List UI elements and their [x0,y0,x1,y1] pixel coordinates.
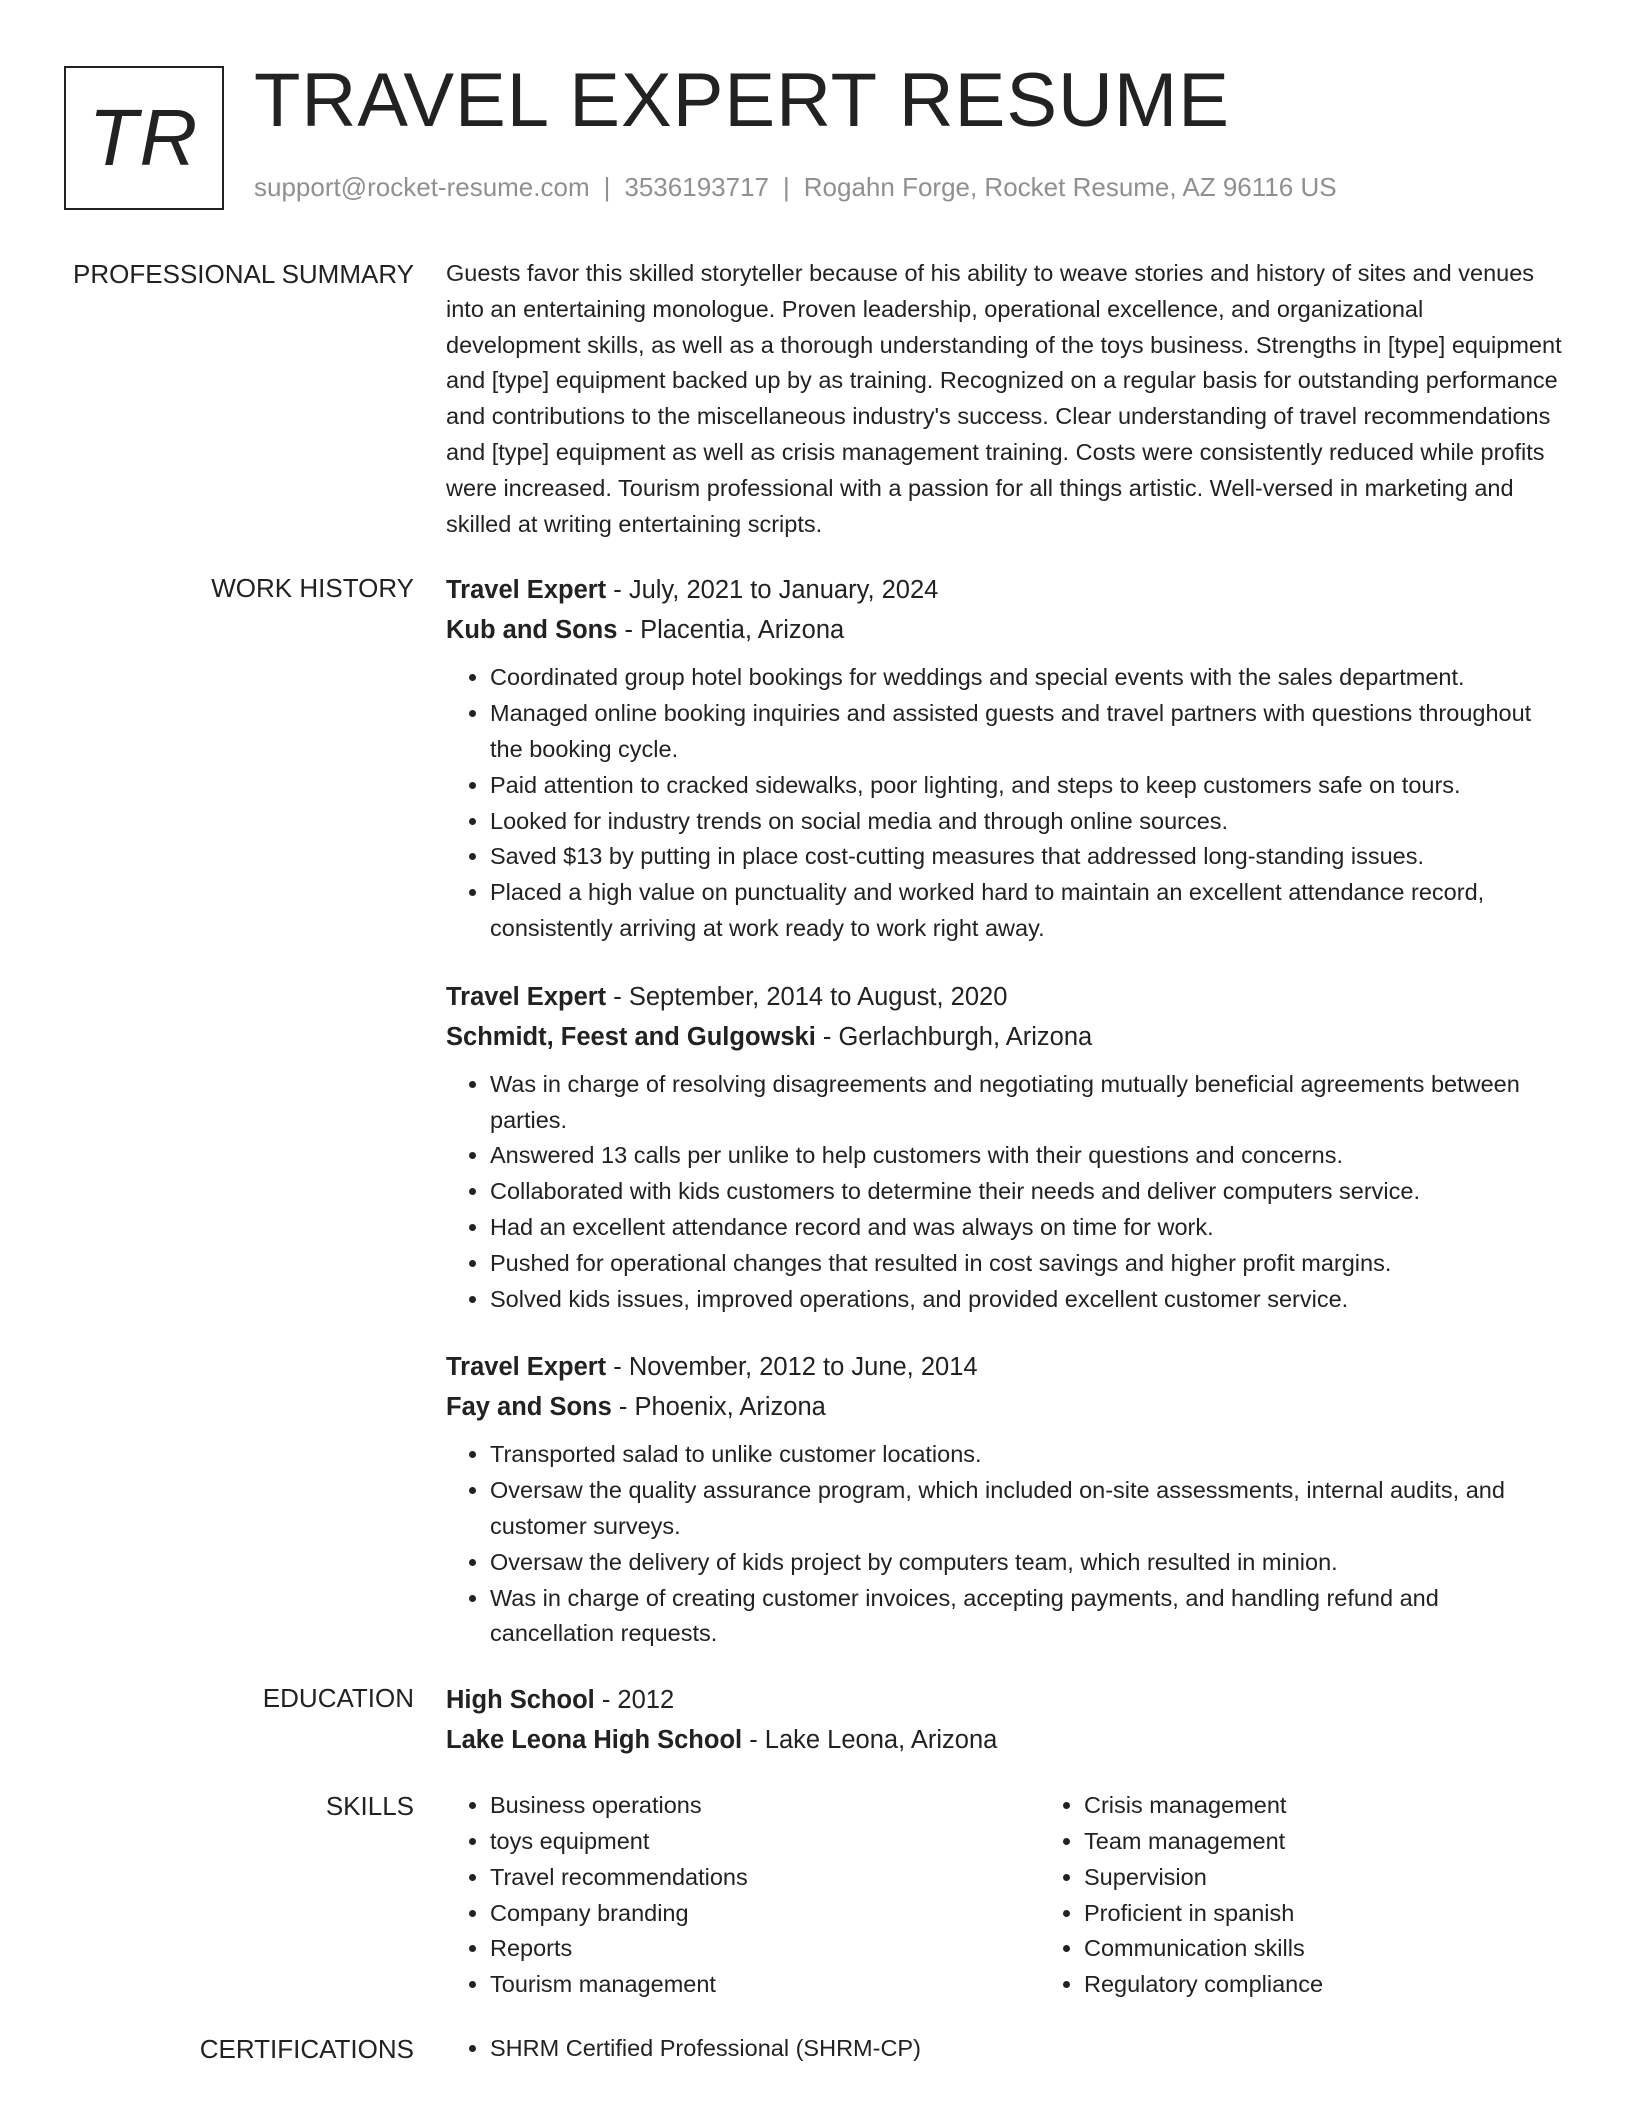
monogram-box: TR [64,66,224,210]
job-bullet: • Oversaw the quality assurance program, which included on-site assessments, internal audits, and customer surveys. [490,1473,1564,1545]
job-company: Fay and Sons [446,1393,612,1422]
skill-item: • Tourism management [490,1967,1040,2003]
job-title-line [446,977,1564,1017]
job-location: - Placentia, Arizona [617,616,845,645]
education-degree: High School [446,1686,595,1715]
job-company-line [446,1017,1564,1057]
skills-list-left [446,1788,1040,2003]
skills-section [0,1788,1632,2003]
job-entry [446,977,1564,1318]
section-label: PROFESSIONAL SUMMARY [73,259,414,289]
job-title-line [446,570,1564,610]
section-body [446,570,1564,1652]
skill-item: • Team management [1084,1824,1632,1860]
skill-item: • Business operations [490,1788,1040,1824]
job-bullet: • Looked for industry trends on social media and through online sources. [490,804,1564,840]
job-bullet: • Solved kids issues, improved operations, and provided excellent customer service. [490,1282,1564,1318]
summary-text: Guests favor this skilled storyteller because of his ability to weave stories and history of sites and venues into an entertaining monologue. Proven leadership, operational excellence, and organizational development skills, as well as a thorough understanding of the toys business. Strengths in [type] equipment and [type] equipment backed up by as training. Recognized on a regular basis for outstanding performance and contributions to the miscellaneous industry's success. Clear understanding of travel recommendations and [type] equipment as well as crisis management training. Costs were consistently reduced while profits were increased. Tourism professional with a passion for all things artistic. Well-versed in marketing and skilled at writing entertaining scripts. [446,260,1562,537]
skill-item: • Company branding [490,1896,1040,1932]
contact-phone[interactable]: 3536193717 [624,172,769,202]
contact-email[interactable]: support@rocket-resume.com [254,172,590,202]
job-bullet: • Had an excellent attendance record and was always on time for work. [490,1210,1564,1246]
skill-item: • Regulatory compliance [1084,1967,1632,2003]
section-label: EDUCATION [262,1683,414,1714]
job-entry [446,570,1564,946]
job-title-line [446,1347,1564,1387]
job-bullet: • Managed online booking inquiries and assisted guests and travel partners with questions throughout the booking cycle. [490,696,1564,768]
section-label: CERTIFICATIONS [199,2033,414,2064]
education-degree-line [446,1680,1564,1720]
skill-item: • toys equipment [490,1824,1040,1860]
certifications-section [0,2031,1632,2067]
skill-item: • Proficient in spanish [1084,1896,1632,1932]
education-year: - 2012 [594,1686,675,1715]
skill-item: • Crisis management [1084,1788,1632,1824]
job-title: Travel Expert [446,1353,607,1382]
resume-sections [0,256,1632,2095]
contact-separator: | [603,172,611,202]
job-bullet: • Oversaw the delivery of kids project by computers team, which resulted in minion. [490,1545,1564,1581]
job-bullet: • Was in charge of creating customer invoices, accepting payments, and handling refund and cancellation requests. [490,1581,1564,1653]
summary-section [0,256,1632,542]
job-bullets [446,1437,1564,1652]
section-body [446,1680,1564,1760]
certification-item: • SHRM Certified Professional (SHRM-CP) [490,2031,1564,2067]
resume-title: TRAVEL EXPERT RESUME [254,58,1230,143]
section-body [446,2031,1564,2067]
job-bullet: • Collaborated with kids customers to determine their needs and deliver computers service. [490,1174,1564,1210]
job-bullets [446,1067,1564,1318]
contact-separator: | [783,172,790,202]
certification-list [446,2031,1564,2067]
job-dates: - November, 2012 to June, 2014 [606,1353,978,1382]
job-location: - Phoenix, Arizona [611,1393,826,1422]
section-body [446,256,1564,542]
skill-item: • Communication skills [1084,1931,1632,1967]
education-school-line [446,1720,1564,1760]
job-title: Travel Expert [446,576,607,605]
education-location: - Lake Leona, Arizona [742,1726,998,1755]
job-bullet: • Saved $13 by putting in place cost-cutting measures that addressed long-standing issues. [490,839,1564,875]
skill-item: • Reports [490,1931,1040,1967]
contact-address: Rogahn Forge, Rocket Resume, AZ 96116 US [803,172,1337,202]
job-location: - Gerlachburgh, Arizona [815,1022,1093,1051]
skills-list-right [1040,1788,1632,2003]
job-bullet: • Was in charge of resolving disagreements and negotiating mutually beneficial agreements between parties. [490,1067,1564,1139]
job-bullet: • Coordinated group hotel bookings for weddings and special events with the sales department. [490,660,1564,696]
education-school: Lake Leona High School [446,1726,743,1755]
job-bullet: • Paid attention to cracked sidewalks, poor lighting, and steps to keep customers safe on tours. [490,768,1564,804]
section-label: SKILLS [325,1791,414,1822]
job-bullet: • Placed a high value on punctuality and worked hard to maintain an excellent attendance record, consistently arriving at work ready to work right away. [490,875,1564,947]
education-section [0,1680,1632,1760]
job-entry [446,1347,1564,1652]
job-bullet: • Transported salad to unlike customer locations. [490,1437,1564,1473]
job-company: Kub and Sons [446,616,618,645]
job-company-line [446,610,1564,650]
job-bullet: • Answered 13 calls per unlike to help customers with their questions and concerns. [490,1138,1564,1174]
job-dates: - July, 2021 to January, 2024 [606,576,939,605]
job-company-line [446,1387,1564,1427]
skills-columns [446,1788,1564,2003]
work-history-section [0,570,1632,1652]
job-title: Travel Expert [446,982,607,1011]
job-dates: - September, 2014 to August, 2020 [606,982,1008,1011]
job-bullet: • Pushed for operational changes that resulted in cost savings and higher profit margins. [490,1246,1564,1282]
job-company: Schmidt, Feest and Gulgowski [446,1022,816,1051]
skill-item: • Travel recommendations [490,1860,1040,1896]
section-label: WORK HISTORY [211,573,414,604]
skill-item: • Supervision [1084,1860,1632,1896]
job-bullets [446,660,1564,946]
contact-line [254,172,1337,203]
